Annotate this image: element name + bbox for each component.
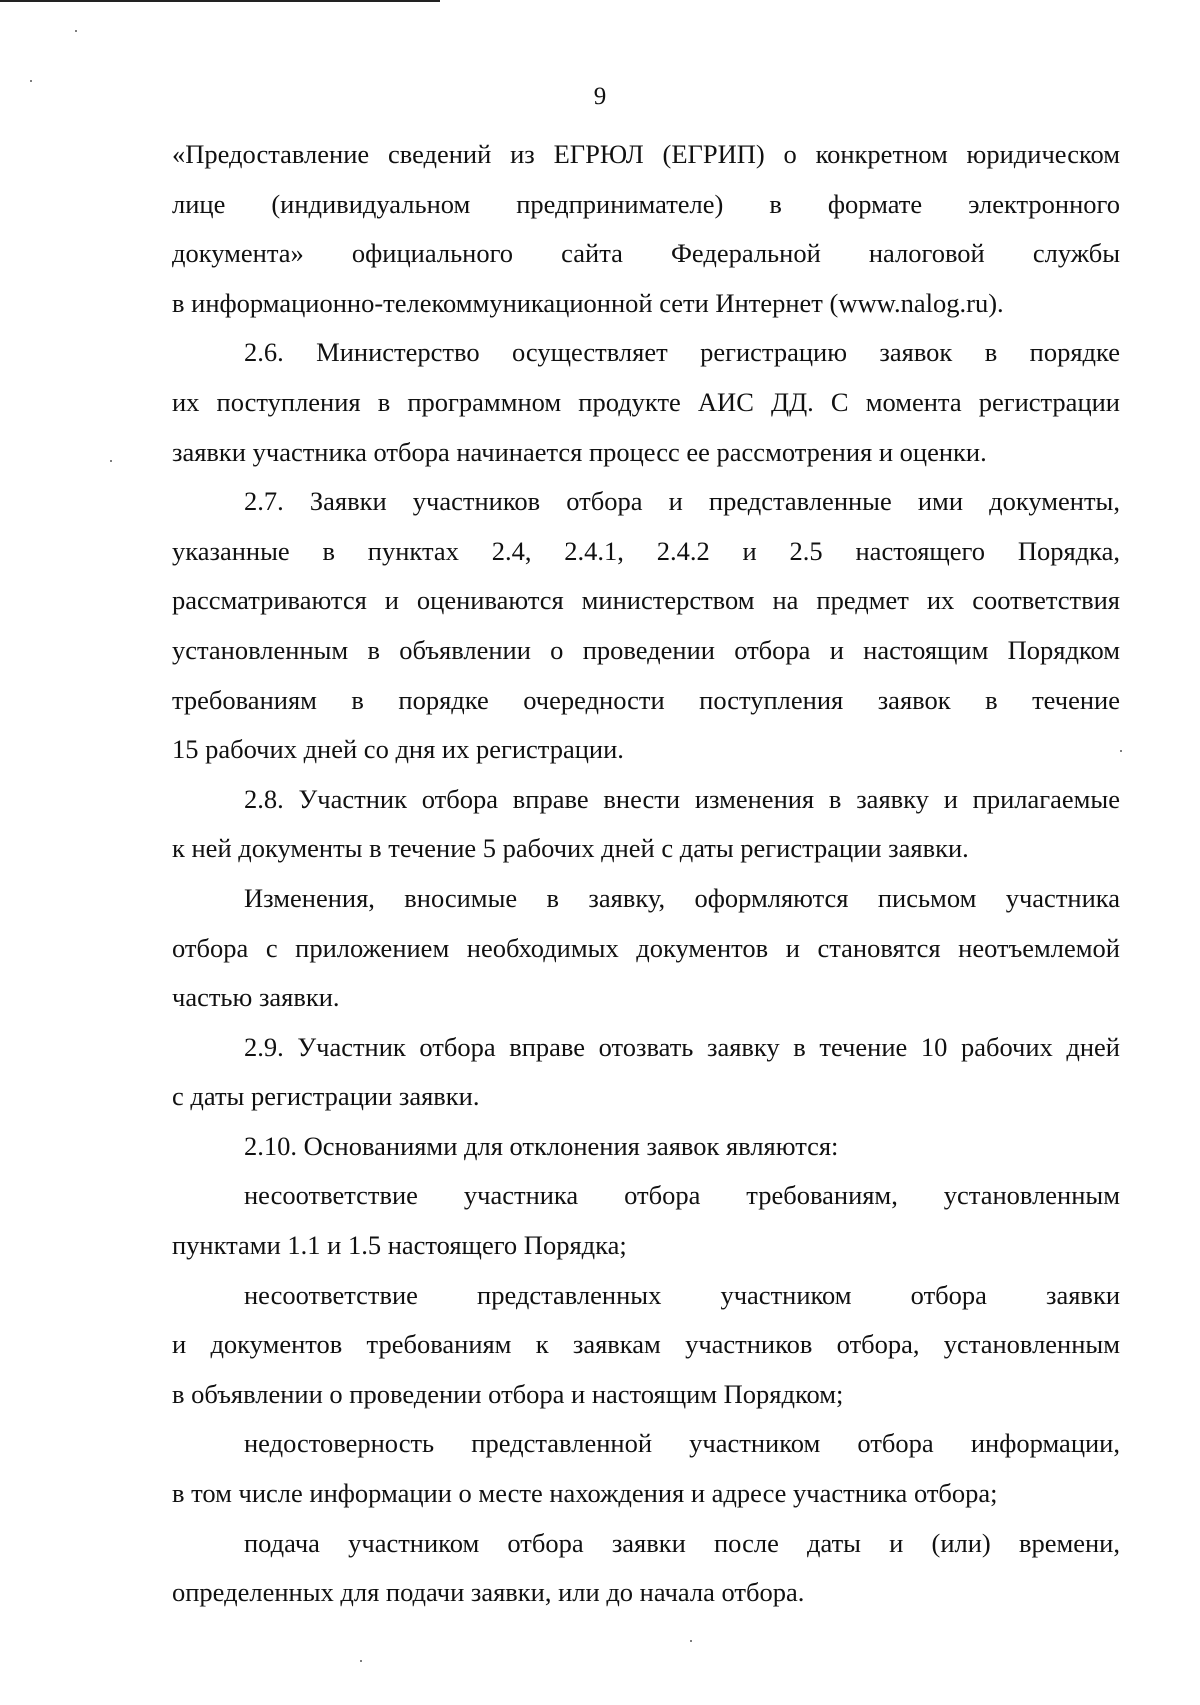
- text-line: 2.8. Участник отбора вправе внести изменения в заявку и прилагаемые: [244, 783, 1120, 814]
- text-line: определенных для подачи заявки, или до начала отбора.: [172, 1577, 805, 1608]
- text-line: несоответствие представленных участником отбора заявки: [244, 1279, 1120, 1310]
- text-line: к ней документы в течение 5 рабочих дней с даты регистрации заявки.: [172, 833, 969, 864]
- text-line: недостоверность представленной участником отбора информации,: [244, 1428, 1120, 1459]
- text-line: Изменения, вносимые в заявку, оформляются письмом участника: [244, 882, 1120, 913]
- text-line: «Предоставление сведений из ЕГРЮЛ (ЕГРИП) о конкретном юридическом: [172, 139, 1120, 169]
- page-top-border-line: [0, 0, 440, 2]
- text-line: подача участником отбора заявки после даты и (или) времени,: [244, 1527, 1120, 1558]
- scan-speck: [360, 1660, 362, 1662]
- text-line: требованиям в порядке очередности поступления заявок в течение: [172, 684, 1120, 715]
- paragraph: [172, 477, 1120, 775]
- paragraph: [172, 874, 1120, 1023]
- text-line: заявки участника отбора начинается процесс ее рассмотрения и оценки.: [172, 436, 987, 467]
- text-line: и документов требованиям к заявкам участников отбора, установленным: [172, 1329, 1120, 1360]
- text-line: отбора с приложением необходимых документов и становятся неотъемлемой: [172, 932, 1120, 963]
- paragraph: [172, 1023, 1120, 1122]
- scan-speck: [75, 30, 77, 32]
- text-line: в объявлении о проведении отбора и настоящим Порядком;: [172, 1378, 844, 1409]
- scan-speck: [110, 460, 112, 462]
- text-line: указанные в пунктах 2.4, 2.4.1, 2.4.2 и 2.5 настоящего Порядка,: [172, 535, 1120, 566]
- text-line: их поступления в программном продукте АИС ДД. С момента регистрации: [172, 386, 1120, 417]
- text-line: установленным в объявлении о проведении отбора и настоящим Порядком: [172, 634, 1120, 665]
- text-line: 2.6. Министерство осуществляет регистрацию заявок в порядке: [244, 337, 1120, 368]
- scan-speck: [1120, 750, 1122, 752]
- paragraph: [172, 775, 1120, 874]
- text-line: 2.7. Заявки участников отбора и представленные ими документы,: [244, 486, 1120, 517]
- text-line: 2.9. Участник отбора вправе отозвать заявку в течение 10 рабочих дней: [244, 1031, 1120, 1062]
- document-body: [172, 130, 1120, 1618]
- paragraph: [172, 1122, 1120, 1172]
- text-line: частью заявки.: [172, 982, 340, 1013]
- text-line: с даты регистрации заявки.: [172, 1081, 480, 1112]
- scan-speck: [690, 1640, 692, 1642]
- text-line: рассматриваются и оцениваются министерством на предмет их соответствия: [172, 585, 1120, 616]
- paragraph: [172, 130, 1120, 328]
- paragraph: [172, 1171, 1120, 1270]
- paragraph: [172, 1519, 1120, 1618]
- text-line: 15 рабочих дней со дня их регистрации.: [172, 734, 624, 765]
- text-line: в информационно-телекоммуникационной сети Интернет (www.nalog.ru).: [172, 287, 1004, 318]
- paragraph: [172, 1419, 1120, 1518]
- page-number: 9: [593, 83, 607, 110]
- text-line: 2.10. Основаниями для отклонения заявок являются:: [244, 1130, 839, 1161]
- text-line: пунктами 1.1 и 1.5 настоящего Порядка;: [172, 1230, 627, 1261]
- scan-speck: [30, 80, 32, 82]
- text-line: в том числе информации о месте нахождения и адресе участника отбора;: [172, 1478, 998, 1509]
- paragraph: [172, 1271, 1120, 1420]
- text-line: лице (индивидуальном предпринимателе) в формате электронного: [172, 188, 1120, 219]
- text-line: несоответствие участника отбора требованиям, установленным: [244, 1180, 1120, 1211]
- paragraph: [172, 328, 1120, 477]
- text-line: документа» официального сайта Федеральной налоговой службы: [172, 238, 1120, 269]
